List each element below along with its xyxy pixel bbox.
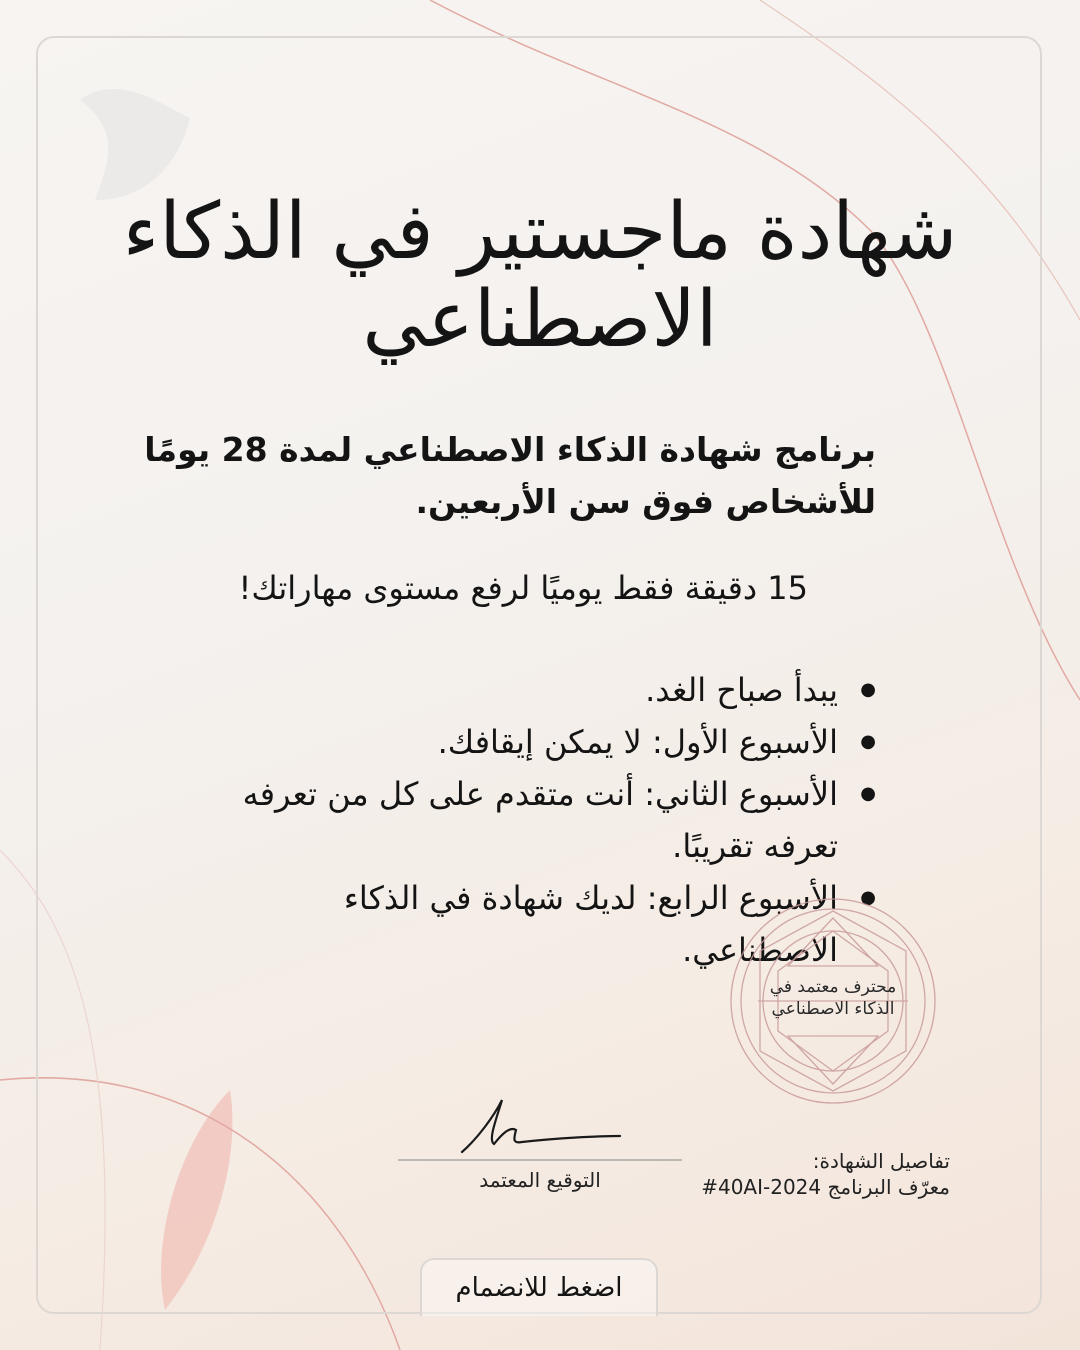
program-id: معرّف البرنامج 2024-40AI# xyxy=(701,1175,950,1199)
certificate-details xyxy=(690,1148,950,1200)
list-item: ● يبدأ صباح الغد. xyxy=(200,664,876,716)
daily-tagline: 15 دقيقة فقط يوميًا لرفع مستوى مهاراتك! xyxy=(238,569,808,607)
seal-text xyxy=(750,976,916,1020)
seal-line-1: محترف معتمد في xyxy=(769,977,897,997)
join-button[interactable]: اضغط للانضمام xyxy=(420,1258,658,1316)
list-item: ● الأسبوع الثاني: أنت متقدم على كل من تعرفه تعرفه تقريبًا. xyxy=(200,768,876,872)
signature-image xyxy=(398,1094,682,1164)
details-heading: تفاصيل الشهادة: xyxy=(812,1149,950,1173)
list-item: ● الأسبوع الأول: لا يمكن إيقافك. xyxy=(200,716,876,768)
list-item: ● الأسبوع الرابع: لديك شهادة في الذكاء الاصطناعي. xyxy=(200,872,876,976)
seal-line-2: الذكاء الاصطناعي xyxy=(771,999,895,1019)
signature-label: التوقيع المعتمد xyxy=(479,1168,601,1192)
page-title: شهادة ماجستير في الذكاء الاصطناعي xyxy=(122,187,958,365)
program-description: برنامج شهادة الذكاء الاصطناعي لمدة 28 يومًا للأشخاص فوق سن الأربعين. xyxy=(144,430,876,521)
